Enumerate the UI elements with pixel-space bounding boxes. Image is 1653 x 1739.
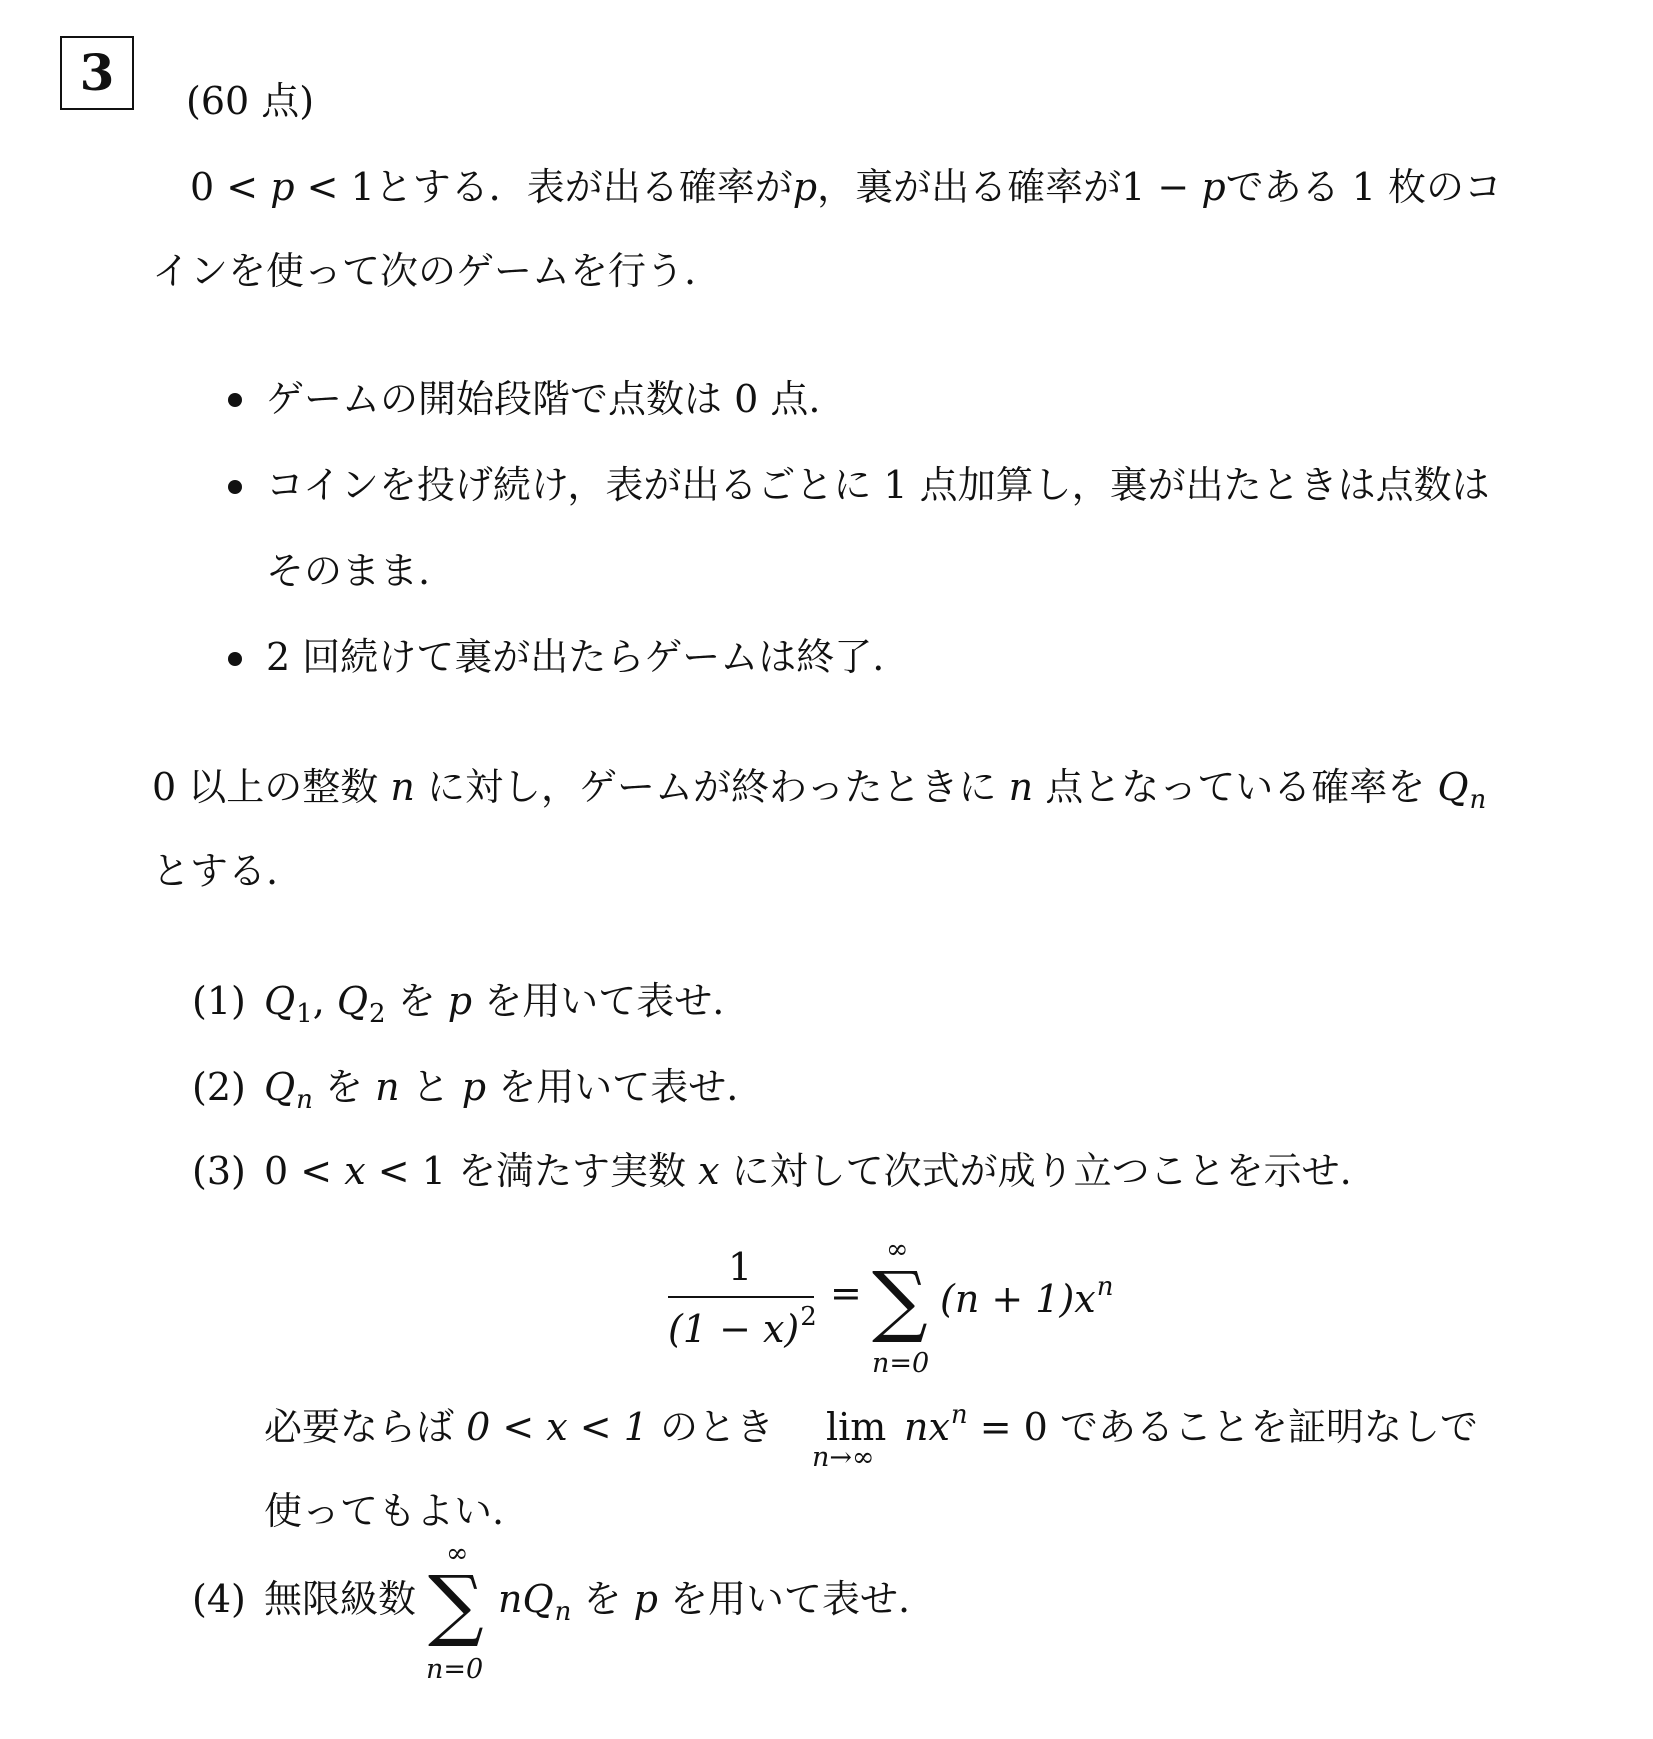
bullet-icon [228, 393, 242, 407]
q1-label: (1) [192, 979, 246, 1023]
q4-label: (4) [192, 1577, 246, 1621]
q1-Q2-sub: 2 [369, 999, 386, 1029]
problem-number: 3 [79, 43, 115, 102]
intro-line-1 [190, 165, 1502, 209]
q3-note-line-1-rest [904, 1400, 1478, 1449]
q2-text-b: と [411, 1065, 450, 1109]
q4-term: nQ [498, 1577, 554, 1621]
q3-note-condition: 0 < x < 1 [466, 1405, 648, 1449]
q3-formula-den-sup: 2 [800, 1302, 817, 1332]
q2-Q: Q [264, 1065, 296, 1109]
q3-formula-equals: = [830, 1271, 862, 1315]
q3-note-lim-sup: n [950, 1400, 968, 1430]
q3-formula-sum-lower: n=0 [872, 1348, 930, 1379]
q3-text-a: を満たす実数 [457, 1149, 686, 1193]
q1-var-p: p [447, 979, 473, 1023]
q3-formula-term [940, 1272, 1114, 1321]
q3-note-lim-eq: = 0 [979, 1405, 1048, 1449]
intro-var-p: p [270, 165, 295, 209]
q2-var-p: p [461, 1065, 487, 1109]
q3-formula-sum-symbol: ∑ [872, 1256, 928, 1346]
intro-one-minus: 1 − [1121, 165, 1190, 209]
q3-formula-numerator: 1 [728, 1245, 753, 1289]
q4-text-rest [498, 1577, 911, 1627]
q2-text [264, 1065, 739, 1115]
q1-Q2: Q [336, 979, 369, 1023]
rule-2-line-1: コインを投げ続け，表が出るごとに 1 点加算し，裏が出たときは点数は [266, 463, 1490, 507]
q3-formula-term-sup: n [1096, 1272, 1114, 1302]
q1-Q1-sub: 1 [296, 999, 313, 1029]
q3-note-lim-expr: nx [904, 1405, 950, 1449]
intro-var-p-2: p [792, 165, 818, 209]
q3-lt-1: < [300, 1149, 333, 1193]
intro-text-2: ，裏が出る確率が [817, 165, 1122, 209]
q1-text-a: を [397, 979, 436, 1023]
q3-note-text-c: であることを証明なしで [1059, 1405, 1478, 1449]
definition-text-2: に対し，ゲームが終わったときに [426, 765, 997, 809]
q3-formula-sum-upper: ∞ [886, 1234, 909, 1265]
q3-note-text-a: 必要ならば [264, 1405, 455, 1449]
definition-sub-n: n [1469, 785, 1487, 815]
q4-text-a: 無限級数 [264, 1577, 417, 1621]
q3-note-line-1 [264, 1405, 774, 1449]
definition-line-2: とする. [152, 849, 279, 893]
intro-lt-1: < [226, 165, 259, 209]
q1-text [264, 979, 725, 1029]
q1-Q1: Q [264, 979, 296, 1023]
q2-Q-sub: n [296, 1085, 313, 1115]
q3-one: 1 [421, 1149, 446, 1193]
q3-var-x-2: x [698, 1149, 720, 1193]
q2-text-a: を [325, 1065, 364, 1109]
q1-text-b: を用いて表せ. [484, 979, 725, 1023]
q1-comma: , [312, 979, 325, 1023]
q3-text [264, 1149, 1352, 1193]
definition-var-n: n [390, 765, 415, 809]
rule-2-line-2: そのまま. [266, 549, 431, 593]
intro-text-1: とする．表が出る確率が [374, 165, 793, 209]
q3-formula-term-body: (n + 1)x [940, 1277, 1096, 1321]
q3-note-text-b: のとき [659, 1405, 774, 1449]
q4-term-sub: n [554, 1597, 572, 1627]
q3-text-b: に対して次式が成り立つことを示せ. [731, 1149, 1352, 1193]
q3-formula-den: (1 − x) [668, 1307, 800, 1351]
intro-line-2: インを使って次のゲームを行う. [152, 249, 697, 293]
bullet-icon [228, 652, 242, 666]
q4-sum-upper: ∞ [446, 1538, 469, 1569]
problem-number-box [60, 36, 134, 110]
intro-var-p-3: p [1201, 165, 1226, 209]
definition-line-1 [152, 765, 1487, 815]
intro-one: 1 [350, 165, 375, 209]
problem-points: (60 点) [186, 79, 315, 123]
q3-formula-fraction-bar [668, 1296, 814, 1298]
q2-var-n: n [375, 1065, 400, 1109]
q3-lt-2: < [377, 1149, 410, 1193]
q4-sum-symbol: ∑ [428, 1560, 484, 1650]
bullet-icon [228, 480, 242, 494]
q4-var-p: p [633, 1577, 658, 1621]
q3-note-lim: lim [826, 1405, 887, 1449]
definition-var-Q: Q [1437, 765, 1469, 809]
intro-lt-2: < [306, 165, 339, 209]
q3-var-x: x [344, 1149, 366, 1193]
definition-var-n-2: n [1008, 765, 1034, 809]
q4-text-c: を用いて表せ. [670, 1577, 911, 1621]
q3-label: (3) [192, 1149, 246, 1193]
q3-zero: 0 [264, 1149, 289, 1193]
rule-3: 2 回続けて裏が出たらゲームは終了. [266, 635, 885, 679]
q3-formula-denominator [668, 1302, 817, 1351]
q4-text-b: を [583, 1577, 622, 1621]
q2-text-c: を用いて表せ. [498, 1065, 739, 1109]
definition-text-3: 点となっている確率を [1045, 765, 1426, 809]
definition-text-1: 0 以上の整数 [152, 765, 379, 809]
intro-text-3: である 1 枚のコ [1225, 165, 1502, 209]
q3-note-line-2: 使ってもよい. [264, 1489, 505, 1533]
q4-sum-lower: n=0 [426, 1654, 484, 1685]
q2-label: (2) [192, 1065, 246, 1109]
rule-1: ゲームの開始段階で点数は 0 点. [266, 377, 821, 421]
q3-note-lim-sub: n→∞ [812, 1442, 875, 1473]
intro-zero: 0 [190, 165, 215, 209]
